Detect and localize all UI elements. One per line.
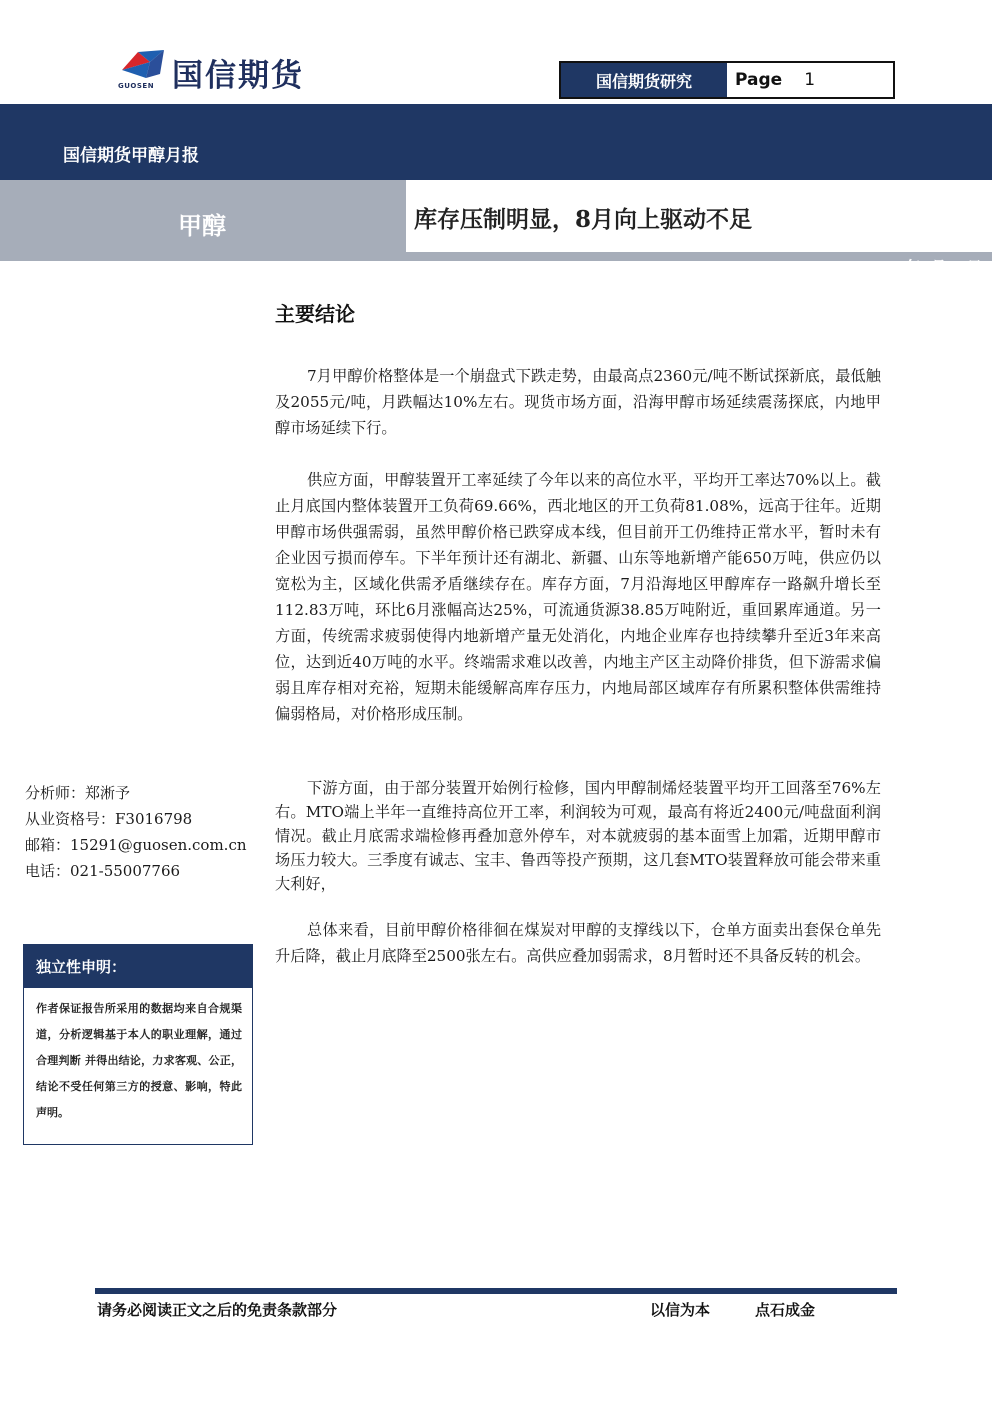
report-title: 库存压制明显，8月向上驱动不足 xyxy=(414,206,753,233)
declaration-body: 作者保证报告所采用的数据均来自合规渠道，分析逻辑基于本人的职业理解，通过合理判断 并得出结论，力求客观、公正，结论不受任何第三方的授意、影响，特此声明。 xyxy=(36,1002,242,1119)
research-label: 国信期货研究 xyxy=(561,63,727,97)
guosen-emblem-icon xyxy=(116,48,168,84)
footer-divider xyxy=(95,1288,897,1294)
analyst-license: 从业资格号：F3016798 xyxy=(25,810,193,828)
footer-slogan-2: 点石成金 xyxy=(755,1301,816,1319)
paragraph-1: 7月甲醇价格整体是一个崩盘式下跌走势，由最高点2360元/吨不断试探新底，最低触及2055元/吨，月跌幅达10%左右。现货市场方面，沿海甲醇市场延续震荡探底，内地甲醇市场延续下行。 xyxy=(275,367,881,437)
report-series-band xyxy=(0,104,992,180)
company-name-en: GUOSEN xyxy=(118,82,155,90)
company-logo xyxy=(116,48,356,94)
report-date: 2019年7月28日 xyxy=(863,258,982,276)
analyst-info xyxy=(25,780,247,884)
declaration-heading: 独立性申明： xyxy=(24,945,252,988)
page-label: Page xyxy=(735,70,783,90)
disclaimer-notice: 请务必阅读正文之后的免责条款部分 xyxy=(97,1301,338,1319)
page-header-box xyxy=(559,61,895,99)
analyst-phone: 电话：021-55007766 xyxy=(25,862,181,880)
paragraph-4: 总体来看，目前甲醇价格徘徊在煤炭对甲醇的支撑线以下，仓单方面卖出套保仓单先升后降，截止月底降至2500张左右。高供应叠加弱需求，8月暂时还不具备反转的机会。 xyxy=(275,921,881,965)
footer-slogan-1: 以信为本 xyxy=(650,1301,711,1319)
page-number: 1 xyxy=(804,70,816,90)
analyst-email: 邮箱：15291@guosen.com.cn xyxy=(25,836,247,854)
category-label: 甲醇 xyxy=(178,212,226,240)
paragraph-3: 下游方面，由于部分装置开始例行检修，国内甲醇制烯烃装置平均开工回落至76%左右。MTO端上半年一直维持高位开工率，利润较为可观，最高有将近2400元/吨盘面利润情况。截止月底需求端检修再叠加意外停车，对本就疲弱的基本面雪上加霜，近期甲醇市场压力较大。三季度有诚志、宝丰、鲁西等投产预期，这几套MTO装置释放可能会带来重大利好， xyxy=(275,779,881,893)
independence-declaration xyxy=(23,944,253,1145)
title-band xyxy=(0,180,992,261)
page-indicator xyxy=(727,63,893,97)
company-name: 国信期货 xyxy=(172,58,304,94)
section-heading: 主要结论 xyxy=(275,302,355,326)
analyst-name: 分析师：郑淅予 xyxy=(25,784,131,802)
paragraph-2: 供应方面，甲醇装置开工率延续了今年以来的高位水平，平均开工率达70%以上。截止月底国内整体装置开工负荷69.66%，西北地区的开工负荷81.08%，远高于往年。近期甲醇市场供强需弱，虽然甲醇价格已跌穿成本线，但目前开工仍维持正常水平，暂时未有企业因亏损而停车。下半年预计还有湖北、新疆、山东等地新增产能650万吨，供应仍以宽松为主，区域化供需矛盾继续存在。库存方面，7月沿海地区甲醇库存一路飙升增长至112.83万吨，环比6月涨幅高达25%，可流通货源38.85万吨附近，重回累库通道。另一方面，传统需求疲弱使得内地新增产量无处消化，内地企业库存也持续攀升至近3年来高位，达到近40万吨的水平。终端需求难以改善，内地主产区主动降价排货，但下游需求偏弱且库存相对充裕，短期未能缓解高库存压力，内地局部区域库存有所累积整体供需维持偏弱格局，对价格形成压制。 xyxy=(275,471,881,723)
report-series: 国信期货甲醇月报 xyxy=(63,146,199,166)
title-box xyxy=(406,180,992,252)
